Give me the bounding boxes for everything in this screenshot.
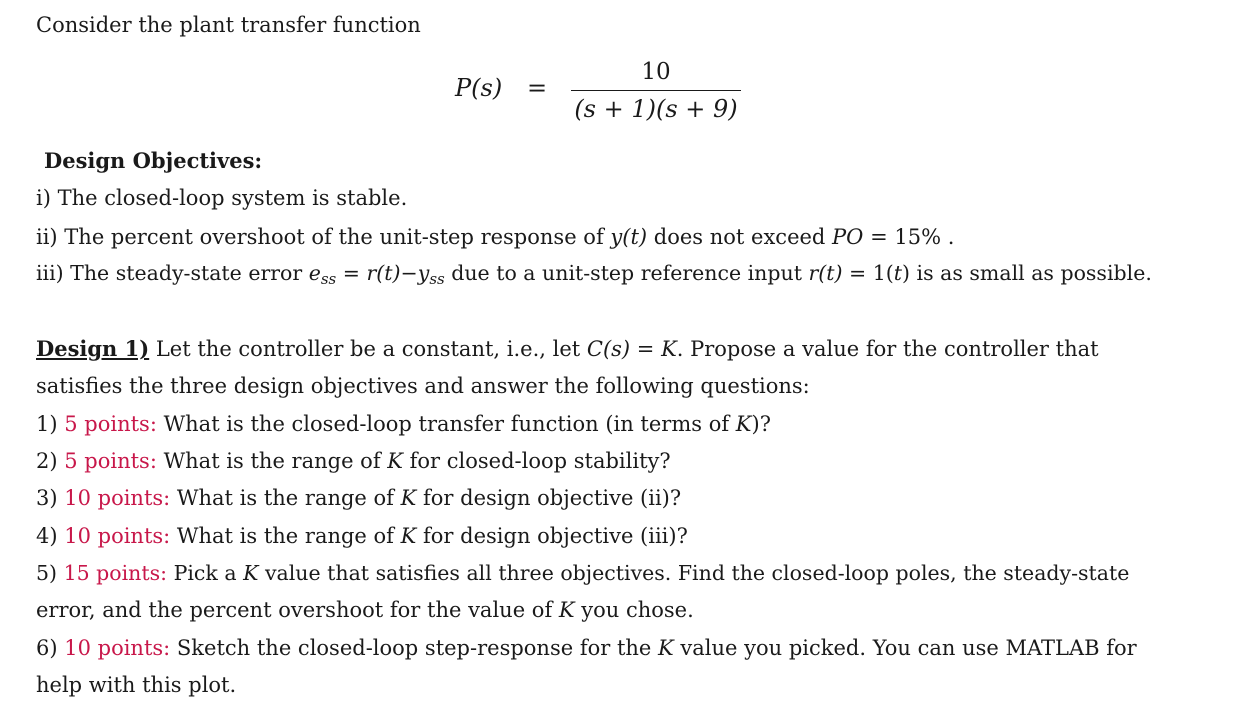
intro-text	[36, 11, 421, 39]
objective-i: i) The closed-loop system is stable.	[36, 186, 408, 210]
objective-iii-mid: due to a unit-step reference input	[444, 261, 809, 285]
q4-number: 4)	[36, 524, 65, 548]
q3-k: K	[400, 486, 417, 510]
design-line1-k: K	[661, 337, 677, 361]
q5-text-d: you chose.	[574, 598, 694, 622]
tf-func-name: P	[455, 74, 472, 102]
transfer-function-lhs	[455, 74, 502, 102]
objective-ii-y: y(t)	[610, 225, 648, 249]
objective-ii-po: PO	[832, 225, 864, 249]
intro-sentence: Consider the plant transfer function	[36, 13, 421, 37]
question-4	[36, 522, 688, 550]
q4-k: K	[400, 524, 417, 548]
q5-points: 15 points:	[63, 561, 168, 585]
objective-ii-text: ii) The percent overshoot of the unit-step response of	[36, 225, 611, 249]
design-line1-b: . Propose a value for the controller that	[676, 337, 1099, 361]
objective-iii-e: e	[308, 261, 321, 285]
objective-iii-y-sub: ss	[429, 270, 445, 288]
q2-number: 2)	[36, 449, 65, 473]
objective-iii-eq2: = 1(	[842, 261, 894, 285]
question-6-cont: help with this plot.	[36, 673, 237, 697]
objective-iii-text: iii) The steady-state error	[36, 261, 309, 285]
q4-points: 10 points:	[64, 524, 171, 548]
question-1	[36, 410, 771, 438]
objective-iii-t: t	[893, 261, 903, 285]
q5-k2: K	[558, 598, 575, 622]
q2-text-b: for closed-loop stability?	[402, 449, 671, 473]
q3-text-b: for design objective (ii)?	[416, 486, 682, 510]
q6-text-a: Sketch the closed-loop step-response for the	[170, 636, 659, 660]
q4-text-a: What is the range of	[170, 524, 401, 548]
q5-text-b: value that satisfies all three objectives. Find the closed-loop poles, the steady-state	[258, 561, 1130, 585]
tf-numerator: 10	[641, 59, 671, 85]
q1-number: 1)	[36, 412, 65, 436]
q5-text-c: error, and the percent overshoot for the value of	[36, 598, 559, 622]
objective-iii-r2: r(t)	[808, 261, 843, 285]
question-6	[36, 634, 1137, 662]
question-3	[36, 484, 681, 512]
q3-points: 10 points:	[64, 486, 171, 510]
tf-equals-sign: =	[527, 74, 548, 102]
design-line-1	[36, 335, 1099, 363]
tf-denominator: (s + 1)(s + 9)	[574, 95, 738, 124]
design-heading: Design 1)	[36, 336, 150, 361]
objective-ii-mid: does not exceed	[647, 225, 833, 249]
q6-k: K	[658, 636, 674, 660]
design-line1-eq: =	[630, 337, 662, 361]
q4-text-b: for design objective (iii)?	[416, 524, 688, 548]
q5-number: 5)	[36, 561, 64, 585]
tf-fraction-bar	[571, 90, 741, 91]
q2-k: K	[387, 449, 403, 473]
tf-fraction	[571, 58, 741, 123]
tf-func-arg: (s)	[471, 74, 503, 102]
q5-text-a: Pick a	[167, 561, 244, 585]
q5-k: K	[243, 561, 259, 585]
question-2	[36, 447, 671, 475]
q1-k: K	[735, 412, 752, 436]
objective-iii-e-sub: ss	[320, 270, 337, 288]
q6-number: 6)	[36, 636, 65, 660]
q1-points: 5 points:	[64, 412, 157, 436]
objective-iii-eq: =	[336, 261, 367, 285]
objective-ii-value: = 15% .	[863, 225, 955, 249]
question-5	[36, 559, 1129, 587]
q2-text-a: What is the range of	[156, 449, 388, 473]
plant-transfer-function	[455, 58, 755, 132]
design-line1-c: C(s)	[586, 337, 631, 361]
question-5-cont	[36, 596, 694, 624]
objective-iii	[36, 259, 1152, 289]
q3-number: 3)	[36, 486, 65, 510]
objectives-heading: Design Objectives:	[44, 148, 263, 173]
objective-iii-y: y	[417, 261, 430, 285]
objective-iii-r: r(t)	[366, 261, 401, 285]
q1-text-a: What is the closed-loop transfer function (in terms of	[156, 412, 736, 436]
q2-points: 5 points:	[64, 449, 157, 473]
objective-iii-end: ) is as small as possible.	[902, 261, 1152, 285]
q3-text-a: What is the range of	[170, 486, 401, 510]
objective-ii	[36, 223, 954, 251]
q1-text-b: )?	[751, 412, 771, 436]
objective-iii-minus: −	[400, 261, 418, 285]
design-line1-a: Let the controller be a constant, i.e., let	[149, 337, 587, 361]
design-line-2: satisfies the three design objectives and answer the following questions:	[36, 374, 810, 398]
q6-text-b: value you picked. You can use MATLAB for	[673, 636, 1137, 660]
q6-points: 10 points:	[64, 636, 171, 660]
